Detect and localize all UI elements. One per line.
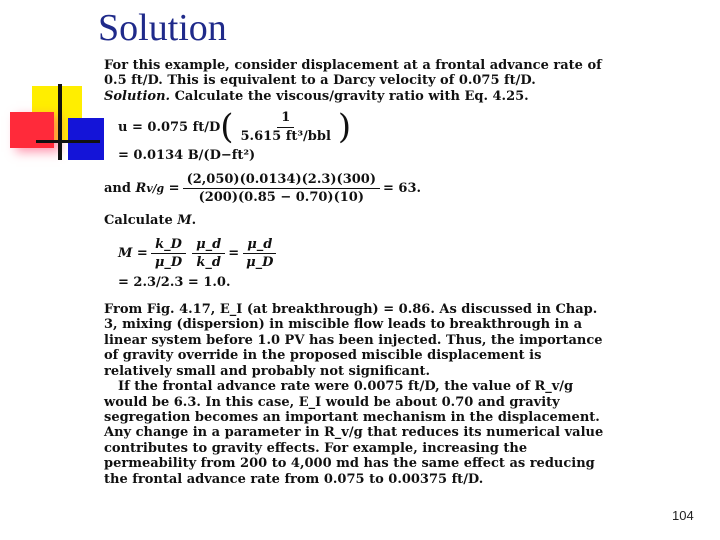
equation-3: and R v/g = $\frac{(2,050)(0.0134)(2.3)(300)}{(200)(0.85 - 0.70)(10)}$ = 63.	[104, 171, 422, 206]
eq1-paren-open: (	[220, 107, 234, 148]
solution-line	[104, 89, 610, 104]
m-lhs: M =	[118, 246, 148, 262]
slide-title: Solution	[98, 7, 227, 49]
solution-label: Solution.	[104, 88, 171, 104]
equation-m: M = $\frac{k\_D}{\mu\_D}$ $\frac{\mu\_d}{k\_d}$ = $\frac{\mu\_d}{\mu\_D}$	[118, 237, 610, 271]
decor-vertical-line	[58, 84, 62, 160]
eq3-fraction	[183, 172, 380, 206]
m-frac1-num: k_D	[151, 237, 186, 254]
eq3-sub: v/g	[146, 181, 165, 195]
paragraph-1: From Fig. 4.17, E_I (at breakthrough) = 0.86. As discussed in Chap. 3, mixing (dispersion) in miscible flow leads to breakthrough in a linear system before 1.0 PV has been injected. Thus, the importance of gravity override in the proposed miscible displacement is relatively small and probably not significant.	[104, 302, 603, 379]
m-frac3-den: μ_D	[246, 255, 274, 271]
m-frac2-den: k_d	[196, 255, 221, 271]
equation-1	[118, 107, 610, 148]
calculate-m-text: Calculate	[104, 213, 173, 229]
page-number: 104	[672, 508, 694, 523]
eq1-numerator: 1	[277, 110, 294, 127]
m-frac3-num: μ_d	[243, 237, 276, 254]
eq2: = 0.0134 B/(D−ft²)	[118, 148, 256, 164]
decor-horizontal-line	[36, 140, 100, 143]
m-frac1-den: μ_D	[154, 255, 183, 271]
decor-blue-block	[68, 118, 104, 160]
eq1-fraction	[237, 110, 335, 144]
eq1-paren-close: )	[337, 107, 352, 148]
intro-text: For this example, consider displacement at a frontal advance rate of 0.5 ft/D. This is equivalent to a Darcy velocity of 0.075 ft/D.	[104, 58, 602, 89]
document-body	[104, 58, 610, 487]
eq3-lhs: R	[135, 180, 147, 196]
eq3-denominator: (200)(0.85 − 0.70)(10)	[198, 190, 364, 206]
equation-2	[118, 148, 610, 163]
eq3-numerator: (2,050)(0.0134)(2.3)(300)	[183, 172, 380, 189]
equation-m-result	[118, 275, 610, 290]
eq1-denominator: 5.615 ft³/bbl	[240, 128, 331, 144]
calculate-m-var: M	[177, 213, 192, 229]
m-fraction-2	[192, 237, 225, 271]
solution-text: Calculate the viscous/gravity ratio with Eq. 4.25.	[174, 88, 529, 104]
eq1-lhs: u = 0.075 ft/D	[118, 119, 221, 135]
m-result: = 2.3/2.3 = 1.0.	[118, 274, 231, 290]
eq3-result: = 63.	[382, 180, 422, 196]
m-frac2-num: μ_d	[192, 237, 225, 254]
m-fraction-1	[151, 237, 186, 271]
m-fraction-3	[242, 237, 277, 271]
eq3-prefix: and	[104, 180, 131, 196]
paragraph-2: If the frontal advance rate were 0.0075 ft/D, the value of R_v/g would be 6.3. In this case, E_I would be about 0.70 and gravity segregation becomes an important mechanism in the displacement. Any change in a parameter in R_v/g that reduces its numerical value contributes to gravity effects. For example, increasing the permeability from 200 to 4,000 md has the same effect as reducing the frontal advance rate from 0.075 to 0.00375 ft/D.	[104, 379, 604, 487]
calculate-m: Calculate M.	[104, 213, 197, 229]
